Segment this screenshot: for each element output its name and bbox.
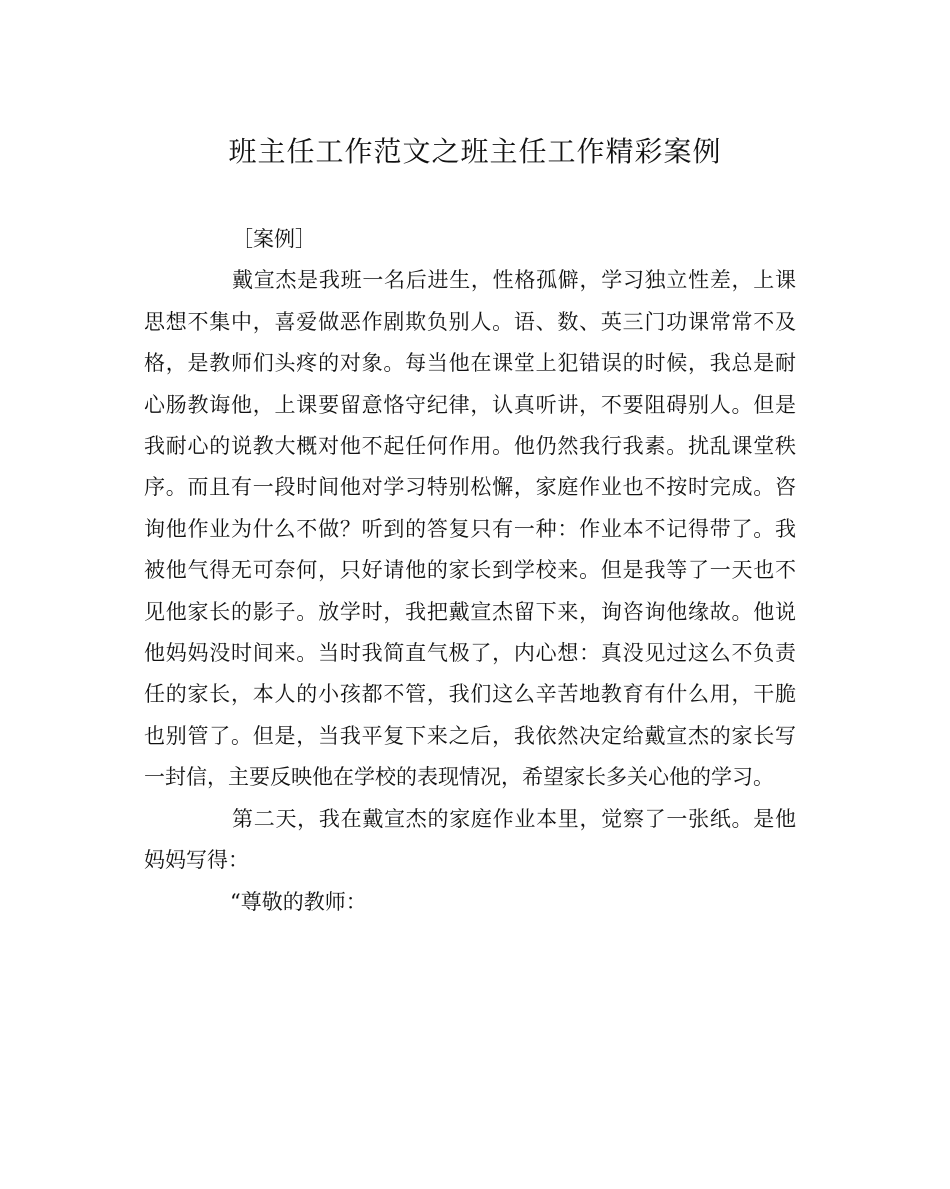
text-line: 我耐心的说教大概对他不起任何作用。他仍然我行我素。扰乱课堂秩 xyxy=(144,434,796,459)
document-body xyxy=(144,219,796,923)
text-line: 任的家长，本人的小孩都不管，我们这么辛苦地教育有什么用，干脆 xyxy=(144,682,796,707)
text-line: 第二天，我在戴宣杰的家庭作业本里，觉察了一张纸。是他 xyxy=(232,806,796,831)
text-line: 思想不集中，喜爱做恶作剧欺负别人。语、数、英三门功课常常不及 xyxy=(144,309,796,334)
text-line: 见他家长的影子。放学时，我把戴宣杰留下来，询咨询他缘故。他说 xyxy=(144,599,796,624)
letter-salutation-text: “尊敬的教师： xyxy=(230,889,367,914)
paragraph-2 xyxy=(144,799,796,882)
text-line: 戴宣杰是我班一名后进生，性格孤僻，学习独立性差，上课 xyxy=(232,268,796,293)
document-title: 班主任工作范文之班主任工作精彩案例 xyxy=(228,135,722,168)
text-line: 询他作业为什么不做？听到的答复只有一种：作业本不记得带了。我 xyxy=(144,516,796,541)
paragraph-1 xyxy=(144,260,796,798)
case-label xyxy=(144,219,796,260)
text-line: 也别管了。但是，当我平复下来之后，我依然决定给戴宣杰的家长写 xyxy=(144,723,796,748)
text-line: 他妈妈没时间来。当时我简直气极了，内心想：真没见过这么不负责 xyxy=(144,641,796,666)
letter-salutation xyxy=(144,882,796,923)
text-line: 一封信，主要反映他在学校的表现情况，希望家长多关心他的学习。 xyxy=(144,765,774,790)
text-line: 被他气得无可奈何，只好请他的家长到学校来。但是我等了一天也不 xyxy=(144,558,796,583)
text-line: 序。而且有一段时间他对学习特别松懈，家庭作业也不按时完成。咨 xyxy=(144,475,796,500)
text-line: 妈妈写得： xyxy=(144,848,249,873)
text-line: 心肠教诲他，上课要留意恪守纪律，认真听讲，不要阻碍别人。但是 xyxy=(144,392,796,417)
case-label-text: ［案例］ xyxy=(232,227,316,251)
text-line: 格，是教师们头疼的对象。每当他在课堂上犯错误的时候，我总是耐 xyxy=(144,351,796,376)
